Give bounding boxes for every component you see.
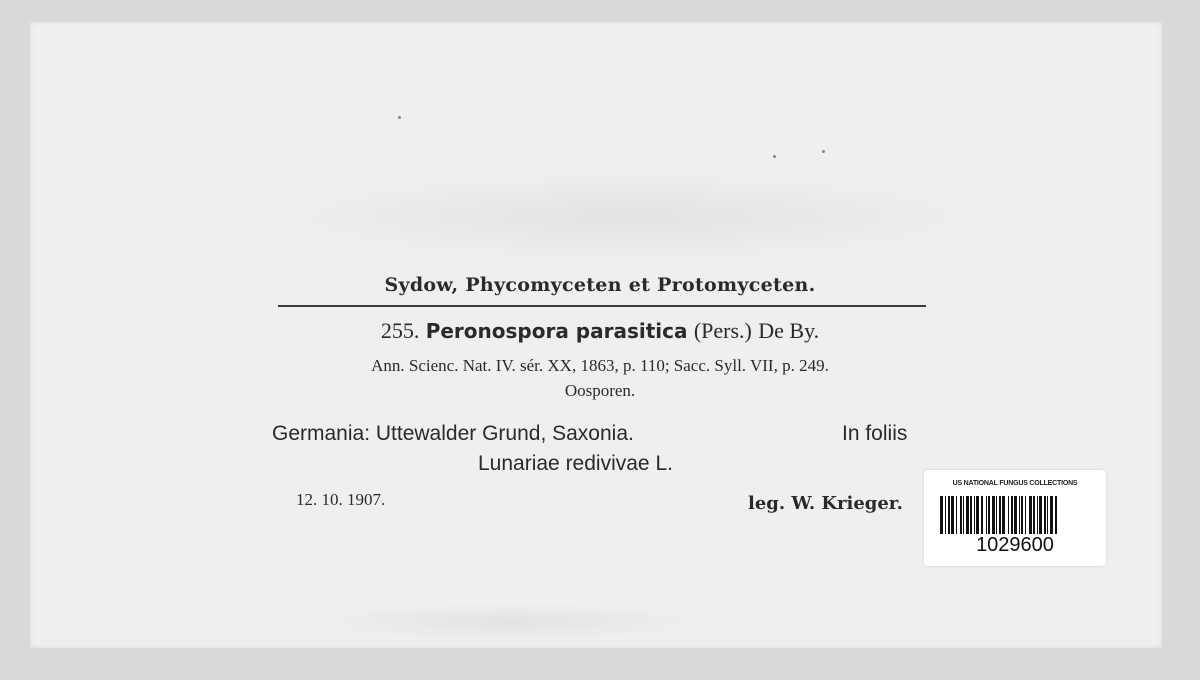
paper-speck [822, 150, 825, 153]
barcode-sticker [924, 470, 1106, 566]
series-title: Sydow, Phycomyceten et Protomyceten. [384, 274, 816, 296]
locality: Germania: Uttewalder Grund, Saxonia. [272, 422, 634, 445]
barcode-number: 1029600 [976, 534, 1054, 556]
habitat-line-2: Lunariae redivivae L. [478, 452, 673, 475]
title-divider [278, 305, 926, 307]
species-line [275, 318, 925, 344]
barcode-icon [940, 496, 1090, 534]
barcode-caption: US NATIONAL FUNGUS COLLECTIONS [952, 480, 1078, 487]
collection-date: 12. 10. 1907. [296, 490, 386, 509]
exsiccata-number: 255. [380, 318, 420, 343]
paper-speck [773, 155, 776, 158]
show-through-shadow [260, 172, 1000, 262]
author: De By. [758, 318, 820, 343]
show-through-shadow-lower [310, 602, 710, 642]
literature-citation: Ann. Scienc. Nat. IV. sér. XX, 1863, p. 110; Sacc. Syll. VII, p. 249. [371, 356, 829, 375]
spore-stage: Oosporen. [564, 381, 636, 400]
author-parenthetical: (Pers.) [693, 318, 752, 343]
species-name: Peronospora parasitica [425, 319, 688, 343]
habitat-line-1: In foliis [842, 422, 908, 445]
paper-speck [398, 116, 401, 119]
collector: leg. W. Krieger. [748, 493, 903, 514]
